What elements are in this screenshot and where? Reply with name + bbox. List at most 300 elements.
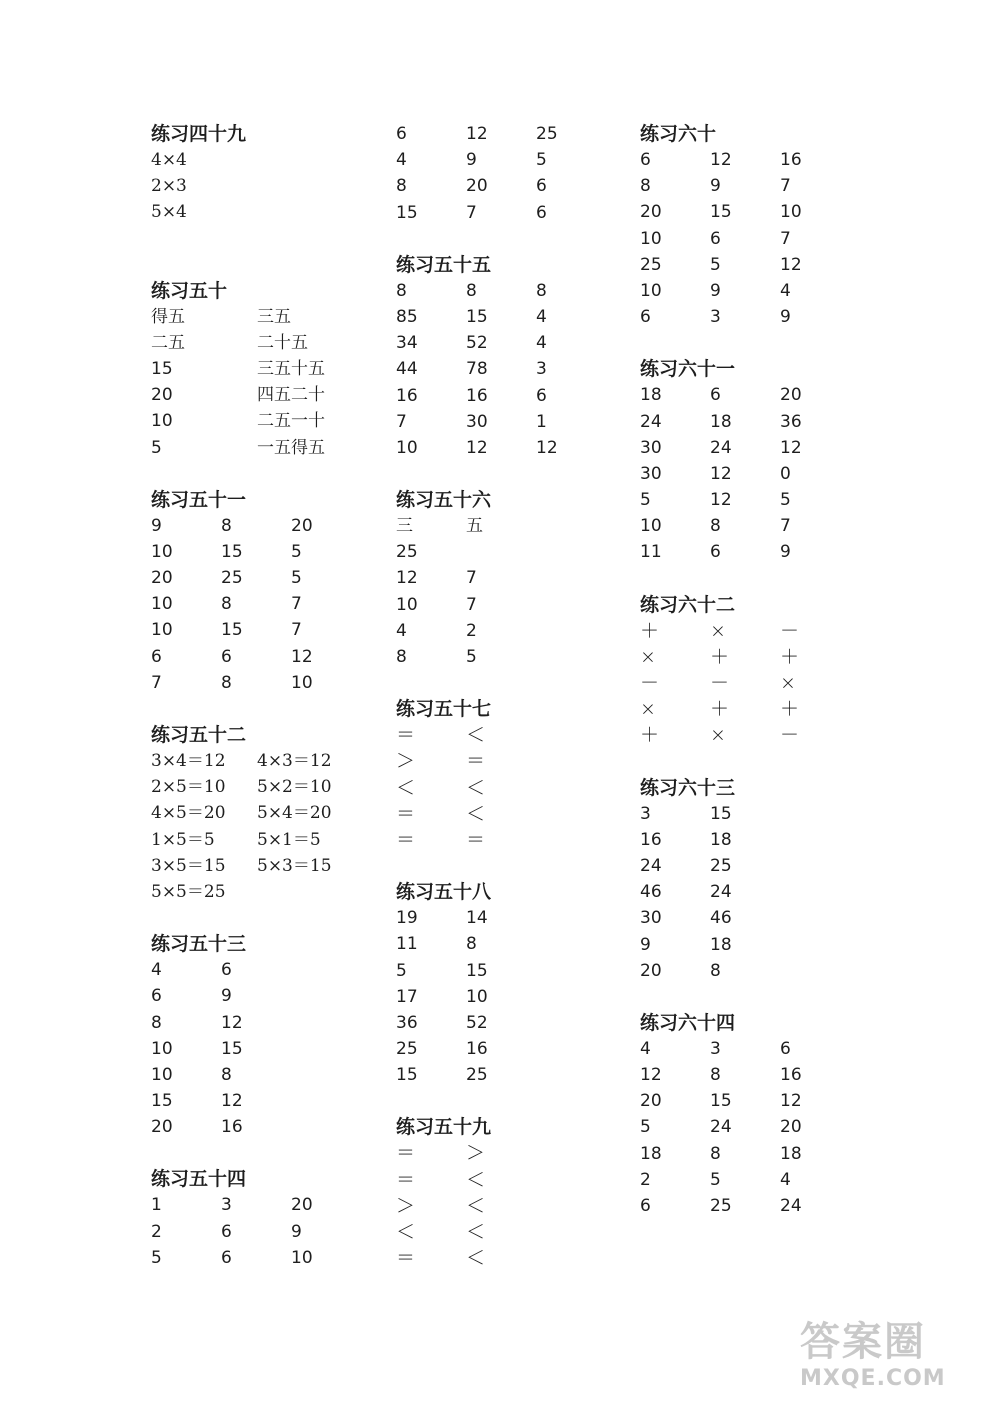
answer-cell: ＋ bbox=[780, 698, 800, 721]
answer-row bbox=[151, 435, 363, 461]
answer-cell: 20 bbox=[151, 385, 173, 406]
answer-cell: 5 bbox=[536, 150, 547, 171]
answer-cell: 9 bbox=[640, 934, 651, 955]
answer-cell: 20 bbox=[640, 202, 662, 223]
answer-cell: 7 bbox=[780, 228, 791, 249]
answer-cell: 8 bbox=[640, 176, 651, 197]
answer-cell: 6 bbox=[151, 986, 162, 1007]
answer-cell: ＝ bbox=[396, 828, 416, 851]
answer-cell: 15 bbox=[710, 1091, 732, 1112]
section-exercise-52 bbox=[151, 722, 363, 905]
answer-cell: 8 bbox=[536, 280, 547, 301]
section-title: 练习四十九 bbox=[151, 123, 247, 145]
answer-cell: 6 bbox=[221, 646, 232, 667]
answer-row bbox=[640, 487, 850, 513]
answer-cell: 12 bbox=[710, 150, 732, 170]
answer-row bbox=[640, 409, 850, 435]
answer-cell: ＞ bbox=[396, 1194, 416, 1217]
answer-cell: 9 bbox=[151, 515, 162, 536]
answer-cell: 4×5＝20 bbox=[151, 803, 226, 824]
answer-row bbox=[151, 1114, 363, 1140]
answer-row bbox=[640, 1062, 850, 1088]
answer-row bbox=[640, 853, 850, 879]
answer-cell: 2 bbox=[466, 620, 477, 641]
answer-cell: ＝ bbox=[396, 1142, 416, 1165]
answer-cell: 25 bbox=[536, 124, 558, 144]
section-title: 练习五十五 bbox=[396, 253, 492, 276]
answer-cell: 5×4＝20 bbox=[257, 803, 332, 824]
answer-row bbox=[396, 147, 606, 173]
answer-cell: 20 bbox=[640, 1091, 662, 1112]
answer-cell: 24 bbox=[780, 1196, 802, 1216]
answer-row bbox=[151, 1088, 363, 1114]
answer-row bbox=[151, 1245, 363, 1271]
answer-cell: 3 bbox=[710, 307, 721, 328]
answer-cell: 3×4＝12 bbox=[151, 751, 226, 771]
answer-cell: ＜ bbox=[396, 1221, 416, 1243]
answer-cell: 9 bbox=[780, 307, 791, 328]
answer-cell: 8 bbox=[396, 280, 407, 301]
answer-cell: 4 bbox=[780, 1169, 791, 1190]
section-exercise-58 bbox=[396, 879, 606, 1088]
answer-row bbox=[640, 618, 850, 644]
answer-row bbox=[396, 984, 606, 1010]
answer-cell: 4 bbox=[536, 333, 547, 354]
answer-list bbox=[396, 722, 606, 853]
answer-cell: × bbox=[780, 672, 796, 694]
answer-list bbox=[396, 1140, 606, 1271]
answer-cell: 5 bbox=[291, 541, 302, 562]
answer-cell: 12 bbox=[640, 1065, 662, 1086]
answer-list bbox=[640, 1036, 850, 1219]
answer-cell: 6 bbox=[640, 307, 651, 328]
answer-cell: 8 bbox=[466, 280, 477, 301]
answer-cell: 二十五 bbox=[257, 332, 308, 353]
answer-cell: 12 bbox=[221, 1091, 243, 1112]
answer-cell: 10 bbox=[151, 1038, 173, 1059]
answer-row bbox=[151, 1062, 363, 1088]
section-title: 练习五十一 bbox=[151, 488, 247, 511]
answer-row bbox=[396, 1245, 606, 1271]
answer-cell: 9 bbox=[710, 280, 721, 301]
answer-cell: 18 bbox=[640, 385, 662, 406]
answer-cell: ＜ bbox=[466, 776, 486, 799]
answer-cell: 7 bbox=[291, 620, 302, 641]
answer-row bbox=[151, 356, 363, 382]
answer-cell: 52 bbox=[466, 333, 488, 354]
answer-cell: － bbox=[780, 724, 800, 747]
answer-cell: 9 bbox=[466, 150, 477, 171]
answer-cell: 15 bbox=[710, 803, 732, 824]
answer-cell: 18 bbox=[710, 411, 732, 432]
answer-cell: ＋ bbox=[780, 645, 800, 668]
answer-cell: 5×2＝10 bbox=[257, 777, 332, 798]
answer-cell: 15 bbox=[396, 1065, 418, 1086]
answer-cell: 20 bbox=[640, 960, 662, 981]
answer-cell: 7 bbox=[780, 176, 791, 197]
answer-row bbox=[151, 513, 363, 539]
section-exercise-64 bbox=[640, 1010, 850, 1219]
answer-cell: 5×3＝15 bbox=[257, 855, 332, 876]
answer-row bbox=[151, 173, 363, 199]
answer-cell: 6 bbox=[221, 960, 232, 981]
answer-cell: 15 bbox=[151, 1091, 173, 1112]
section-title: 练习五十四 bbox=[151, 1168, 247, 1191]
answer-cell: 10 bbox=[640, 228, 662, 249]
answer-list bbox=[396, 278, 606, 461]
answer-cell: 12 bbox=[710, 463, 732, 484]
answer-row bbox=[396, 775, 606, 801]
answer-row bbox=[396, 278, 606, 304]
answer-cell: 15 bbox=[710, 202, 732, 223]
answer-row bbox=[640, 173, 850, 199]
column-left bbox=[151, 121, 363, 1271]
answer-cell: 30 bbox=[640, 908, 662, 929]
answer-row bbox=[396, 1167, 606, 1193]
section-title: 练习五十七 bbox=[396, 698, 492, 721]
answer-list bbox=[396, 905, 606, 1088]
answer-cell: 5×5＝25 bbox=[151, 881, 226, 902]
answer-row bbox=[396, 200, 606, 226]
answer-cell: 36 bbox=[780, 411, 802, 432]
section-title: 练习五十八 bbox=[396, 881, 492, 904]
answer-row bbox=[640, 722, 850, 748]
answer-cell: 3 bbox=[640, 803, 651, 824]
answer-row bbox=[640, 147, 850, 173]
answer-cell: 24 bbox=[640, 855, 662, 876]
answer-row bbox=[151, 879, 363, 905]
answer-row bbox=[396, 1193, 606, 1219]
section-exercise-62 bbox=[640, 592, 850, 749]
answer-cell: 5 bbox=[151, 1247, 162, 1268]
answer-cell: ＋ bbox=[710, 645, 730, 668]
answer-row bbox=[396, 356, 606, 382]
answer-row bbox=[151, 565, 363, 591]
answer-cell: 8 bbox=[710, 960, 721, 981]
answer-row bbox=[396, 1010, 606, 1036]
answer-cell: 6 bbox=[640, 1196, 651, 1216]
answer-cell: 20 bbox=[291, 1195, 313, 1216]
answer-cell: 36 bbox=[396, 1012, 418, 1033]
answer-cell: 得五 bbox=[151, 306, 185, 327]
answer-row bbox=[396, 644, 606, 670]
answer-cell: 4 bbox=[151, 960, 162, 981]
answer-cell: 16 bbox=[221, 1117, 243, 1138]
answer-row bbox=[396, 748, 606, 774]
answer-cell: 20 bbox=[151, 1117, 173, 1138]
answer-row bbox=[151, 539, 363, 565]
answer-cell: 25 bbox=[710, 855, 732, 876]
answer-cell: 二五 bbox=[151, 332, 185, 353]
answer-row bbox=[396, 565, 606, 591]
answer-cell: 15 bbox=[466, 960, 488, 981]
answer-cell: ＜ bbox=[466, 1194, 486, 1217]
answer-cell: 30 bbox=[640, 463, 662, 484]
answer-row bbox=[640, 1036, 850, 1062]
answer-cell: 8 bbox=[221, 515, 232, 536]
answer-cell: 11 bbox=[640, 542, 662, 563]
answer-cell: 6 bbox=[640, 150, 651, 170]
answer-cell: 24 bbox=[710, 1117, 732, 1138]
answer-row bbox=[396, 539, 606, 565]
answer-cell: 2 bbox=[151, 1221, 162, 1242]
answer-cell: ＝ bbox=[396, 802, 416, 825]
answer-row bbox=[396, 905, 606, 931]
answer-row bbox=[640, 801, 850, 827]
section-exercise-53 bbox=[151, 931, 363, 1140]
answer-cell: 16 bbox=[396, 385, 418, 406]
answer-cell: ＋ bbox=[640, 619, 660, 642]
answer-row bbox=[640, 879, 850, 905]
answer-cell: 25 bbox=[396, 542, 418, 563]
answer-cell: × bbox=[710, 619, 726, 642]
column-right bbox=[640, 121, 850, 1219]
answer-row bbox=[396, 801, 606, 827]
answer-cell: 8 bbox=[221, 1064, 232, 1085]
answer-cell: － bbox=[780, 619, 800, 642]
answer-cell: ＝ bbox=[396, 1168, 416, 1191]
answer-cell: 15 bbox=[151, 358, 173, 379]
answer-row bbox=[151, 304, 363, 330]
section-exercise-55 bbox=[396, 252, 606, 461]
answer-row bbox=[151, 670, 363, 696]
answer-cell: 16 bbox=[466, 385, 488, 406]
answer-cell: × bbox=[640, 698, 656, 721]
answer-row bbox=[396, 173, 606, 199]
answer-cell: － bbox=[710, 672, 730, 694]
answer-cell: 10 bbox=[396, 594, 418, 615]
answer-row bbox=[151, 853, 363, 879]
answer-row bbox=[640, 827, 850, 853]
answer-cell: 15 bbox=[396, 202, 418, 223]
answer-cell: 5×4 bbox=[151, 202, 187, 223]
answer-cell: ＋ bbox=[640, 724, 660, 747]
answer-cell: 10 bbox=[291, 1247, 313, 1268]
answer-cell: 10 bbox=[151, 541, 173, 562]
answer-list bbox=[151, 147, 363, 226]
answer-cell: 20 bbox=[466, 176, 488, 197]
answer-row bbox=[640, 1088, 850, 1114]
answer-cell: 0 bbox=[780, 463, 791, 484]
section-exercise-63 bbox=[640, 775, 850, 984]
answer-row bbox=[151, 1036, 363, 1062]
section-exercise-54 bbox=[151, 1166, 363, 1271]
answer-row bbox=[151, 591, 363, 617]
answer-cell: 24 bbox=[640, 411, 662, 432]
answer-cell: 10 bbox=[151, 594, 173, 615]
answer-cell: 4 bbox=[396, 150, 407, 171]
answer-list bbox=[640, 801, 850, 984]
answer-cell: 10 bbox=[291, 672, 313, 693]
answer-cell: 16 bbox=[640, 829, 662, 850]
section-title: 练习五十二 bbox=[151, 724, 247, 746]
answer-row bbox=[151, 617, 363, 643]
answer-cell: 2×5＝10 bbox=[151, 777, 226, 798]
answer-cell: 6 bbox=[221, 1247, 232, 1268]
answer-cell: 12 bbox=[780, 1091, 802, 1112]
answer-cell: 2×3 bbox=[151, 176, 187, 197]
answer-row bbox=[640, 644, 850, 670]
answer-cell: 11 bbox=[396, 934, 418, 955]
answer-cell: 5×1＝5 bbox=[257, 829, 321, 850]
answer-row bbox=[151, 1010, 363, 1036]
answer-row bbox=[151, 1219, 363, 1245]
answer-cell: 12 bbox=[780, 254, 802, 275]
answer-cell: 5 bbox=[640, 490, 651, 511]
section-exercise-51 bbox=[151, 487, 363, 696]
answer-row bbox=[151, 330, 363, 356]
answer-cell: 4 bbox=[396, 620, 407, 641]
answer-cell: 25 bbox=[396, 1039, 418, 1060]
answer-cell: 5 bbox=[780, 490, 791, 511]
answer-cell: 6 bbox=[536, 202, 547, 223]
answer-cell: ＞ bbox=[466, 1142, 486, 1165]
answer-cell: 18 bbox=[640, 1143, 662, 1164]
answer-row bbox=[640, 670, 850, 696]
answer-cell: 12 bbox=[221, 1012, 243, 1033]
answer-row bbox=[151, 644, 363, 670]
answer-cell: 18 bbox=[780, 1143, 802, 1164]
answer-cell: 9 bbox=[780, 542, 791, 563]
answer-cell: 10 bbox=[466, 986, 488, 1007]
watermark-logo-text: 答案圈 bbox=[800, 1318, 926, 1365]
answer-cell: 8 bbox=[710, 1143, 721, 1164]
answer-cell: 18 bbox=[710, 934, 732, 955]
answer-row bbox=[151, 800, 363, 826]
answer-list bbox=[396, 513, 606, 670]
answer-cell: 7 bbox=[466, 594, 477, 615]
answer-cell: 4 bbox=[780, 280, 791, 301]
answer-cell: 15 bbox=[221, 1038, 243, 1059]
section-title: 练习六十四 bbox=[640, 1011, 736, 1034]
answer-cell: 25 bbox=[710, 1196, 732, 1216]
answer-cell: 12 bbox=[396, 568, 418, 589]
section-exercise-54-continued bbox=[396, 121, 606, 226]
answer-cell: 16 bbox=[466, 1039, 488, 1060]
answer-cell: 3×5＝15 bbox=[151, 855, 226, 876]
answer-cell: 5 bbox=[291, 568, 302, 589]
answer-cell: ＜ bbox=[466, 1168, 486, 1191]
answer-row bbox=[396, 383, 606, 409]
answer-cell: 10 bbox=[151, 620, 173, 641]
answer-cell: 6 bbox=[221, 1221, 232, 1242]
answer-cell: 四五二十 bbox=[257, 385, 325, 406]
section-title: 练习六十三 bbox=[640, 776, 736, 799]
answer-cell: ＜ bbox=[466, 724, 486, 747]
answer-list bbox=[396, 121, 606, 226]
answer-cell: 20 bbox=[291, 515, 313, 536]
answer-row bbox=[640, 435, 850, 461]
answer-cell: 9 bbox=[291, 1221, 302, 1242]
section-exercise-50 bbox=[151, 278, 363, 461]
section-exercise-57 bbox=[396, 696, 606, 853]
answer-row bbox=[396, 1036, 606, 1062]
answer-row bbox=[640, 252, 850, 278]
answer-row bbox=[640, 382, 850, 408]
answer-cell: ＝ bbox=[466, 750, 486, 773]
answer-cell: ＝ bbox=[396, 724, 416, 747]
answer-cell: 10 bbox=[640, 516, 662, 537]
answer-row bbox=[151, 147, 363, 173]
answer-cell: 7 bbox=[396, 411, 407, 432]
answer-cell: 46 bbox=[710, 908, 732, 929]
answer-cell: 2 bbox=[640, 1169, 651, 1190]
answer-cell: 5 bbox=[466, 647, 477, 667]
answer-row bbox=[640, 1114, 850, 1140]
answer-row bbox=[396, 618, 606, 644]
answer-row bbox=[640, 226, 850, 252]
answer-cell: 4×3＝12 bbox=[257, 751, 332, 771]
answer-cell: 10 bbox=[151, 1064, 173, 1085]
answer-cell: 二五一十 bbox=[257, 411, 325, 432]
answer-cell: 8 bbox=[710, 1065, 721, 1086]
answer-cell: 7 bbox=[291, 594, 302, 615]
answer-row bbox=[396, 1140, 606, 1166]
answer-cell: 78 bbox=[466, 359, 488, 380]
answer-row bbox=[396, 931, 606, 957]
answer-row bbox=[396, 827, 606, 853]
answer-cell: 6 bbox=[536, 385, 547, 406]
answer-cell: － bbox=[640, 672, 660, 694]
answer-list bbox=[640, 618, 850, 749]
answer-row bbox=[640, 932, 850, 958]
answer-cell: 10 bbox=[396, 437, 418, 458]
answer-cell: 15 bbox=[221, 541, 243, 562]
answer-row bbox=[640, 1193, 850, 1219]
answer-row bbox=[640, 513, 850, 539]
answer-cell: ＝ bbox=[396, 1247, 416, 1270]
answer-row bbox=[151, 382, 363, 408]
answer-cell: 6 bbox=[151, 646, 162, 667]
column-middle bbox=[396, 121, 606, 1271]
answer-cell: 一五得五 bbox=[257, 437, 325, 458]
answer-cell: 24 bbox=[710, 437, 732, 458]
answer-list bbox=[151, 1192, 363, 1271]
answer-list bbox=[151, 304, 363, 461]
answer-row bbox=[396, 304, 606, 330]
answer-cell: ＋ bbox=[710, 698, 730, 721]
answer-cell: 30 bbox=[640, 437, 662, 458]
answer-cell: 24 bbox=[710, 882, 732, 903]
answer-cell: 15 bbox=[221, 620, 243, 641]
answer-row bbox=[396, 409, 606, 435]
answer-cell: ＝ bbox=[466, 828, 486, 851]
answer-row bbox=[396, 435, 606, 461]
answer-cell: ＞ bbox=[396, 750, 416, 773]
answer-cell: 8 bbox=[221, 672, 232, 693]
answer-cell: × bbox=[710, 724, 726, 747]
answer-cell: 10 bbox=[780, 202, 802, 223]
answer-row bbox=[151, 957, 363, 983]
answer-row bbox=[151, 408, 363, 434]
answer-list bbox=[640, 382, 850, 565]
answer-cell: ＜ bbox=[466, 1247, 486, 1270]
answer-row bbox=[396, 1219, 606, 1245]
answer-cell: 6 bbox=[710, 228, 721, 249]
section-title: 练习六十一 bbox=[640, 358, 736, 381]
answer-row bbox=[396, 330, 606, 356]
answer-cell: 7 bbox=[466, 202, 477, 223]
answer-cell: 20 bbox=[780, 385, 802, 406]
answer-cell: 6 bbox=[710, 542, 721, 563]
answer-row bbox=[640, 304, 850, 330]
section-exercise-59 bbox=[396, 1114, 606, 1271]
answer-cell: 17 bbox=[396, 986, 418, 1007]
answer-cell: 4×4 bbox=[151, 150, 187, 170]
answer-cell: 15 bbox=[466, 306, 488, 327]
answer-list bbox=[151, 513, 363, 696]
answer-list bbox=[640, 147, 850, 330]
